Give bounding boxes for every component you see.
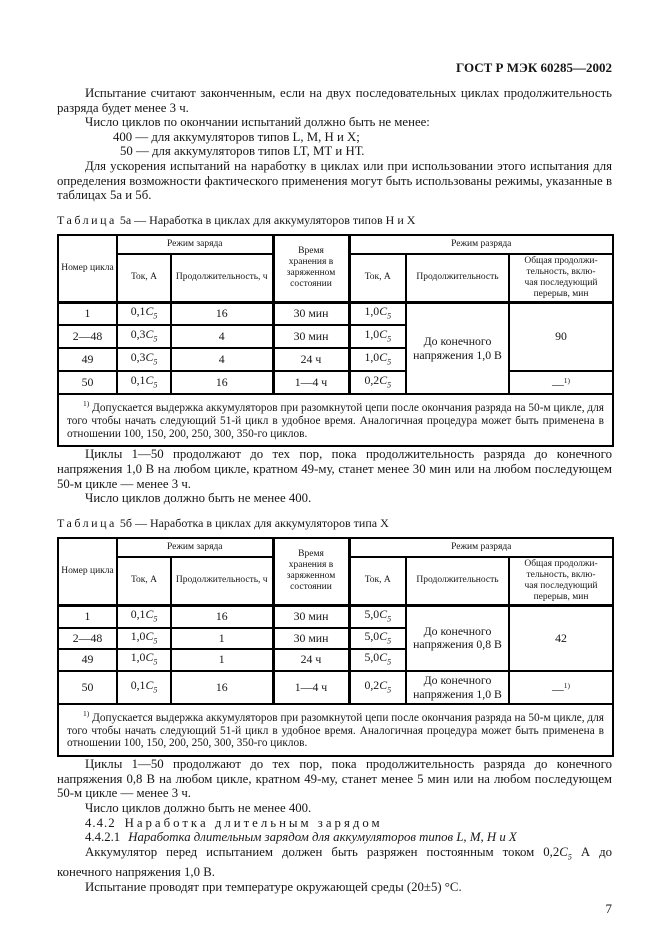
section-number: 4.4.2 <box>85 815 116 830</box>
cell-charge-current: $0,3C_5$ <box>117 348 171 371</box>
cell-charge-current: $1,0C_5$ <box>117 628 171 650</box>
cell-total-duration-dash: —$^{1)}$ <box>509 371 613 394</box>
table-5a-caption <box>57 213 612 227</box>
cell-charge-current: $1,0C_5$ <box>117 649 171 671</box>
cell-discharge-current: $1,0C_5$ <box>349 325 406 348</box>
cell-total-duration: 90 <box>509 302 613 371</box>
cell-discharge-duration: До конечного напряжения 1,0 В <box>406 671 509 704</box>
table-row <box>58 605 613 627</box>
cell-storage-time: 30 мин <box>273 325 349 348</box>
col-header-storage-time: Время хранения в заряженном состоянии <box>273 538 349 606</box>
page-content <box>57 60 612 917</box>
cell-storage-time: 24 ч <box>273 649 349 671</box>
table-5a-caption-num: 5а <box>119 212 132 227</box>
cell-charge-duration: 16 <box>171 671 273 704</box>
footnote-marker: 1) <box>83 709 90 719</box>
cell-cycle-num: 50 <box>58 671 117 704</box>
table-5b-caption-sep: — <box>134 515 147 530</box>
cell-charge-duration: 16 <box>171 302 273 325</box>
table-5b-caption-title: Наработка в циклах для аккумуляторов типа Х <box>149 515 389 530</box>
doc-code: ГОСТ Р МЭК 60285—2002 <box>456 60 612 75</box>
cell-discharge-current: $5,0C_5$ <box>349 628 406 650</box>
col-group-charge-mode: Режим заряда <box>117 235 273 254</box>
col-header-discharge-current: Ток, А <box>349 557 406 606</box>
table-row <box>58 671 613 704</box>
cycles-list-item-400: 400 — для аккумуляторов типов L, М, Н и Х; <box>113 129 360 144</box>
col-header-charge-current: Ток, А <box>117 254 171 303</box>
table-5a-footnote <box>58 394 613 446</box>
cell-discharge-current: $5,0C_5$ <box>349 649 406 671</box>
table-row <box>58 302 613 325</box>
cell-charge-current: $0,1C_5$ <box>117 605 171 627</box>
footnote-marker: 1) <box>83 399 90 409</box>
paragraph-min-400-a: Число циклов должно быть не менее 400. <box>85 491 312 506</box>
paragraph-min-400-b: Число циклов должно быть не менее 400. <box>85 801 312 816</box>
table-5a-caption-label: Таблица <box>57 212 117 227</box>
paragraph-ambient-temperature: Испытание проводят при температуре окружающей среды (20±5) °С. <box>85 879 462 894</box>
cell-cycle-num: 50 <box>58 371 117 394</box>
table-5a <box>57 234 614 448</box>
table-row <box>58 371 613 394</box>
table-5a-caption-title: Наработка в циклах для аккумуляторов типов Н и Х <box>149 212 416 227</box>
paragraph-cycles-1-50-a: Циклы 1—50 продолжают до тех пор, пока продолжительность разряда до конечного напряжения 1,0 В на любом цикле, кратном 49-му, станет менее 30 мин или на любом последующем 50-м цикле — менее 3 ч. <box>57 447 612 491</box>
table-5b <box>57 537 614 757</box>
section-title: Наработка длительным зарядом <box>124 815 383 830</box>
cell-storage-time: 30 мин <box>273 302 349 325</box>
cell-discharge-current: $0,2C_5$ <box>349 671 406 704</box>
col-header-storage-time: Время хранения в заряженном состоянии <box>273 235 349 303</box>
section-heading-4-4-2 <box>57 816 612 831</box>
col-header-cycle-number: Номер цикла <box>58 538 117 606</box>
paragraph-test-finished: Испытание считают законченным, если на двух последовательных циклах продолжительность разряда будет менее 3 ч. <box>57 86 612 115</box>
cell-storage-time: 24 ч <box>273 348 349 371</box>
cycles-list-item-50: 50 — для аккумуляторов типов LT, МТ и НТ. <box>120 144 365 159</box>
cell-storage-time: 30 мин <box>273 605 349 627</box>
cell-charge-current: $0,1C_5$ <box>117 371 171 394</box>
cell-total-duration-dash: —$^{1)}$ <box>509 671 613 704</box>
col-header-discharge-duration: Продолжительность <box>406 254 509 303</box>
cell-discharge-current: $1,0C_5$ <box>349 302 406 325</box>
table-5b-footnote <box>58 704 613 756</box>
subsection-number: 4.4.2.1 <box>85 830 121 845</box>
cell-discharge-current: $5,0C_5$ <box>349 605 406 627</box>
cell-charge-duration: 16 <box>171 371 273 394</box>
paragraph-accelerated-tests: Для ускорения испытаний на наработку в циклах или при использовании этого испытания для определения возможности фактического применения могут быть использованы режимы, указанные в таблицах 5а и 5б. <box>57 158 612 203</box>
cell-storage-time: 1—4 ч <box>273 671 349 704</box>
paragraph-precondition-discharge: Аккумулятор перед испытанием должен быть разряжен постоянным током $0,2C_5$ А до конечного напряжения 1,0 В. <box>57 844 612 879</box>
col-header-charge-duration: Продолжительность, ч <box>171 254 273 303</box>
col-header-discharge-current: Ток, А <box>349 254 406 303</box>
footnote-row <box>58 704 613 756</box>
cell-cycle-num: 2—48 <box>58 325 117 348</box>
cell-discharge-duration: До конечного напряжения 1,0 В <box>406 302 509 394</box>
cell-discharge-current: $1,0C_5$ <box>349 348 406 371</box>
col-header-charge-duration: Продолжительность, ч <box>171 557 273 606</box>
cell-cycle-num: 49 <box>58 348 117 371</box>
cell-discharge-current: $0,2C_5$ <box>349 371 406 394</box>
col-header-total-duration: Общая продолжи- тельность, вклю- чая последующий перерыв, мин <box>509 557 613 606</box>
col-group-charge-mode: Режим заряда <box>117 538 273 557</box>
cell-storage-time: 1—4 ч <box>273 371 349 394</box>
cell-charge-current: $0,1C_5$ <box>117 302 171 325</box>
table-5b-caption-num: 5б <box>119 515 132 530</box>
cell-charge-duration: 4 <box>171 348 273 371</box>
table-5a-caption-sep: — <box>134 212 147 227</box>
cell-cycle-num: 2—48 <box>58 628 117 650</box>
paragraph-cycle-count: Число циклов по окончании испытаний должно быть не менее: <box>85 115 430 130</box>
footnote-text: Допускается выдержка аккумуляторов при разомкнутой цепи после окончания разряда на 50-м цикле, для того чтобы начать следующий 51-й цикл в удобное время. Аналогичная процедура может быть применена в отношении 100, 150, 200, 250, 300, 350-го циклов. <box>67 711 605 750</box>
cell-charge-current: $0,1C_5$ <box>117 671 171 704</box>
cell-storage-time: 30 мин <box>273 628 349 650</box>
table-5b-caption-label: Таблица <box>57 515 117 530</box>
cell-charge-duration: 1 <box>171 649 273 671</box>
cell-total-duration: 42 <box>509 605 613 671</box>
col-header-total-duration: Общая продолжи- тельность, вклю- чая последующий перерыв, мин <box>509 254 613 303</box>
table-5b-caption <box>57 516 612 530</box>
cell-cycle-num: 1 <box>58 605 117 627</box>
cell-charge-duration: 16 <box>171 605 273 627</box>
section-heading-4-4-2-1 <box>57 830 612 845</box>
footnote-row <box>58 394 613 446</box>
cell-cycle-num: 49 <box>58 649 117 671</box>
col-group-discharge-mode: Режим разряда <box>349 538 613 557</box>
subsection-title: Наработка длительным зарядом для аккумуляторов типов L, М, Н и Х <box>128 830 517 845</box>
cell-charge-current: $0,3C_5$ <box>117 325 171 348</box>
page-number: 7 <box>605 901 612 917</box>
col-header-cycle-number: Номер цикла <box>58 235 117 303</box>
cell-cycle-num: 1 <box>58 302 117 325</box>
col-group-discharge-mode: Режим разряда <box>349 235 613 254</box>
cell-charge-duration: 4 <box>171 325 273 348</box>
footnote-text: Допускается выдержка аккумуляторов при разомкнутой цепи после окончания разряда на 50-м цикле, для того чтобы начать следующий 51-й цикл в удобное время. Аналогичная процедура может быть применена в отношении 100, 150, 200, 250, 300, 350-го циклов. <box>67 402 605 440</box>
cell-charge-duration: 1 <box>171 628 273 650</box>
col-header-charge-current: Ток, А <box>117 557 171 606</box>
col-header-discharge-duration: Продолжительность <box>406 557 509 606</box>
cell-discharge-duration: До конечного напряжения 0,8 В <box>406 605 509 671</box>
paragraph-cycles-1-50-b: Циклы 1—50 продолжают до тех пор, пока продолжительность разряда до конечного напряжения 0,8 В на любом цикле, кратном 49-му, станет менее 5 мин или на любом последующем 50-м цикле — менее 3 ч. <box>57 757 612 801</box>
